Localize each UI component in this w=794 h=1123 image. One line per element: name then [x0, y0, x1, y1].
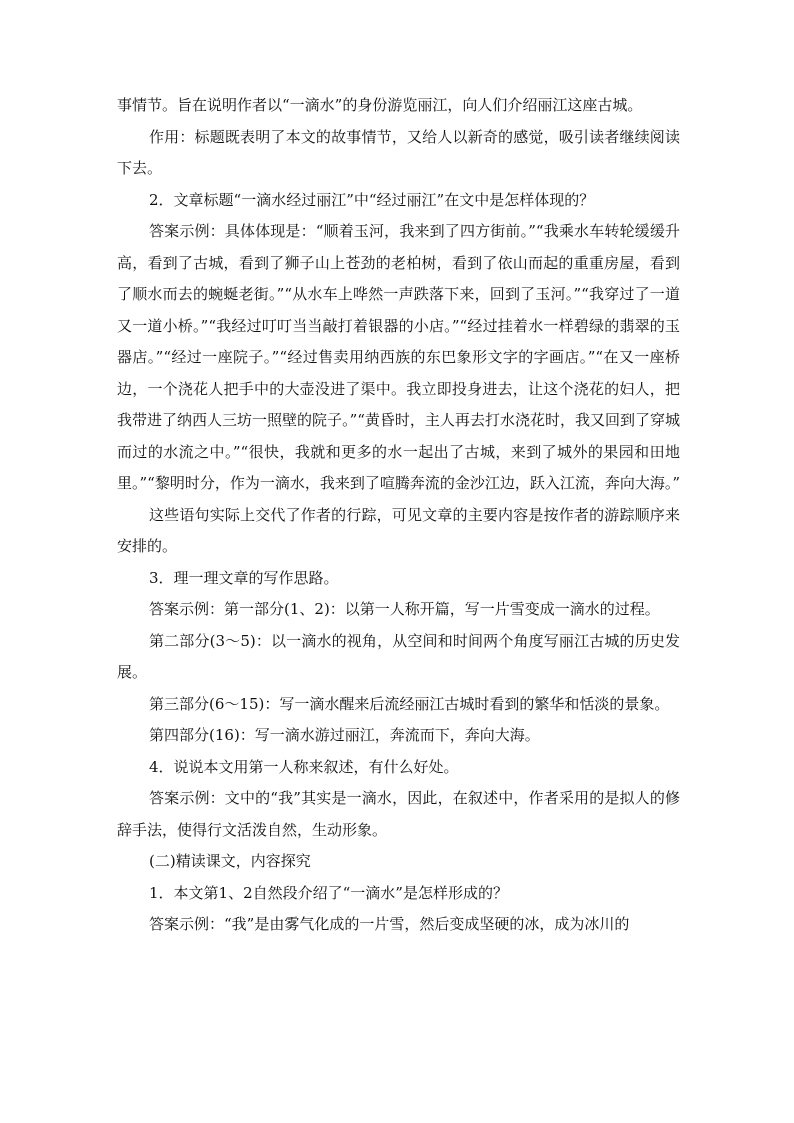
answer-2-conclusion: 这些语句实际上交代了作者的行踪，可见文章的主要内容是按作者的游踪顺序来安排的。	[117, 505, 680, 555]
answer-3-part-3: 第三部分(6～15)：写一滴水醒来后流经丽江古城时看到的繁华和恬淡的景象。	[149, 694, 670, 713]
answer-4: 答案示例：文中的“我”其实是一滴水，因此，在叙述中，作者采用的是拟人的修辞手法，使得行文活泼自然，生动形象。	[117, 789, 680, 839]
answer-close-reading-1: 答案示例：“我”是由雾气化成的一片雪，然后变成坚硬的冰，成为冰川的	[149, 915, 630, 933]
answer-3-part-2: 第二部分(3～5)：以一滴水的视角，从空间和时间两个角度写丽江古城的历史发展。	[117, 631, 680, 681]
document-page	[117, 90, 680, 941]
paragraph-intro-continuation: 事情节。旨在说明作者以“一滴水”的身份游览丽江，向人们介绍丽江这座古城。	[117, 96, 643, 114]
answer-3-part-1: 答案示例：第一部分(1、2)：以第一人称开篇，写一片雪变成一滴水的过程。	[149, 600, 660, 618]
answer-2: 答案示例：具体体现是：“顺着玉河，我来到了四方街前。”“我乘水车转轮缓缓升高，看到了古城，看到了狮子山上苍劲的老柏树，看到了依山而起的重重房屋，看到了顺水而去的蜿蜒老街。”“从水车上哗然一声跌落下来，回到了玉河。”“我穿过了一道又一道小桥。”“我经过叮叮当当敲打着银器的小店。”“经过挂着水一样碧绿的翡翠的玉器店。”“经过一座院子。”“经过售卖用纳西族的东巴象形文字的字画店。”“在又一座桥边，一个浇花人把手中的大壶没进了渠中。我立即投身进去，让这个浇花的妇人，把我带进了纳西人三坊一照壁的院子。”“黄昏时，主人再去打水浇花时，我又回到了穿城而过的水流之中。”“很快，我就和更多的水一起出了古城，来到了城外的果园和田地里。”“黎明时分，作为一滴水，我来到了喧腾奔流的金沙江边，跃入江流，奔向大海。”	[117, 222, 681, 492]
question-close-reading-1: 1．本文第1、2自然段介绍了“一滴水”是怎样形成的？	[149, 883, 508, 902]
section-heading-close-reading: (二)精读课文，内容探究	[149, 852, 311, 870]
answer-3-part-4: 第四部分(16)：写一滴水游过丽江，奔流而下，奔向大海。	[149, 726, 540, 744]
question-4: 4．说说本文用第一人称来叙述，有什么好处。	[149, 757, 459, 776]
paragraph-title-function: 作用：标题既表明了本文的故事情节，又给人以新奇的感觉，吸引读者继续阅读下去。	[117, 127, 680, 177]
question-2: 2．文章标题“一滴水经过丽江”中“经过丽江”在文中是怎样体现的？	[149, 190, 595, 209]
question-3: 3．理一理文章的写作思路。	[149, 568, 339, 587]
